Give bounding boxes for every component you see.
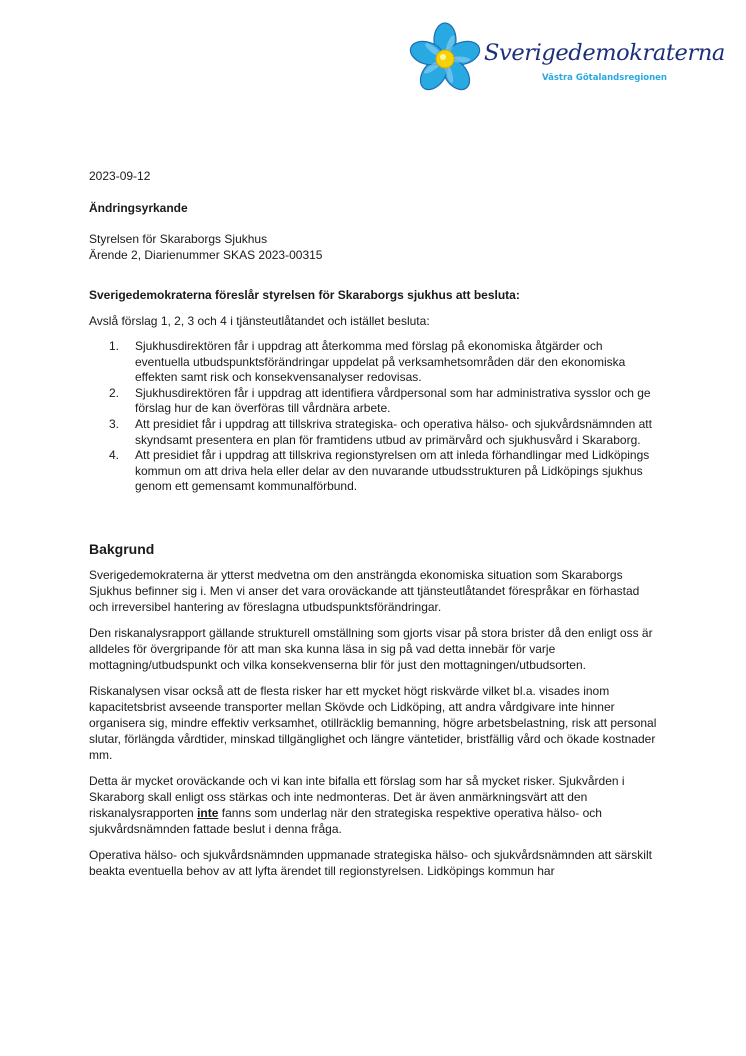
proposal-item (109, 339, 657, 386)
document-body (89, 169, 657, 889)
proposal-intro: Avslå förslag 1, 2, 3 och 4 i tjänsteutlåtandet och istället besluta: (89, 313, 430, 328)
background-paragraph-3: Riskanalysen visar också att de flesta risker har ett mycket högt riskvärde vilket bl.a. visades inom kapacitetsbrist avseende transporter mellan Skövde och Lidköping, att andra vårdgivare inte hinner organisera sig, mindre effektiv verksamhet, otillräcklig bemanning, högre arbetsbelastning, risk att personal slutar, förlängda vårdtider, minskad tillgänglighet och längre väntetider, bristfällig vård och ökade kostnader mm. (89, 683, 657, 762)
background-paragraph-5: Operativa hälso- och sjukvårdsnämnden uppmanade strategiska hälso- och sjukvårdsnämnden att särskilt beakta eventuella behov av att lyfta ärendet till regionstyrelsen. Lidköpings kommun har (89, 847, 652, 878)
party-logo (408, 22, 725, 102)
background-heading: Bakgrund (89, 540, 155, 557)
paragraph-4-end: fanns som underlag när den strategiska respektive operativa hälso- och sjukvårdsnämnden fattade beslut i denna fråga. (89, 805, 602, 836)
proposal-number: 4. (109, 448, 120, 463)
proposal-number: 1. (109, 339, 120, 353)
proposal-text: Sjukhusdirektören får i uppdrag att identifiera vårdpersonal som har administrativa sysslor och ge förslag hur de kan överföras till vårdnära arbete. (135, 385, 651, 416)
paragraph-4-start: Detta är mycket oroväckande och vi kan inte bifalla ett förslag som har så mycket risker. Sjukvården i Skaraborg skall enligt oss stärkas och inte nedmonteras. Det är även anmärkningsvärt att den riskanalysrapporten (89, 773, 625, 820)
background-paragraph-2: Den riskanalysrapport gällande strukturell omställning som gjorts visar på stora brister då den enligt oss är alldeles för övergripande för att man ska kunna läsa in sig på vad detta innebär för varje mottagning/utbudspunkt och vilka konsekvenserna blir för just den mottagningen/utbudsorten. (89, 625, 653, 672)
document-date: 2023-09-12 (89, 169, 151, 183)
proposal-item (109, 417, 657, 448)
proposal-number: 2. (109, 385, 120, 400)
emphasized-word: inte (197, 805, 219, 820)
recipient-block (89, 232, 657, 263)
recipient-line-1: Styrelsen för Skaraborgs Sjukhus (89, 232, 268, 246)
proposal-heading: Sverigedemokraterna föreslår styrelsen för Skaraborgs sjukhus att besluta: (89, 288, 520, 302)
background-paragraph-1: Sverigedemokraterna är ytterst medvetna om den ansträngda ekonomiska situation som Skaraborgs Sjukhus befinner sig i. Men vi anser det vara oroväckande att tjänsteutlåtandet förespråkar en förhastad och irreversibel hantering av föreslagna utbudspunktsförändringar. (89, 567, 640, 614)
proposal-text: Att presidiet får i uppdrag att tillskriva regionstyrelsen om att inleda förhandlingar med Lidköpings kommun om att driva hela eller delar av den nuvarande utbudsstrukturen på Lidköpings sjukhus genom ett gemensamt kommunalförbund. (135, 448, 650, 494)
logo-name: Sverigedemokraterna (484, 40, 725, 66)
logo-region: Västra Götalandsregionen (542, 73, 667, 83)
proposal-text: Sjukhusdirektören får i uppdrag att återkomma med förslag på ekonomiska åtgärder och eventuella utbudspunktsförändringar uppdelat på verksamhetsområden där den ekonomiska effekten samt risk och konsekvensanalyser redovisas. (135, 339, 626, 385)
recipient-line-2: Ärende 2, Diarienummer SKAS 2023-00315 (89, 247, 323, 262)
flower-icon (408, 22, 488, 102)
proposal-list (109, 339, 657, 495)
proposal-text: Att presidiet får i uppdrag att tillskriva strategiska- och operativa hälso- och sjukvårdsnämnden att skyndsamt presentera en plan för framtidens utbud av primärvård och sjukhusvård i Skaraborg. (135, 416, 652, 447)
proposal-item (109, 448, 657, 495)
proposal-number: 3. (109, 416, 120, 431)
background-paragraph-4 (89, 773, 657, 837)
document-title: Ändringsyrkande (89, 200, 188, 215)
proposal-item (109, 386, 657, 417)
